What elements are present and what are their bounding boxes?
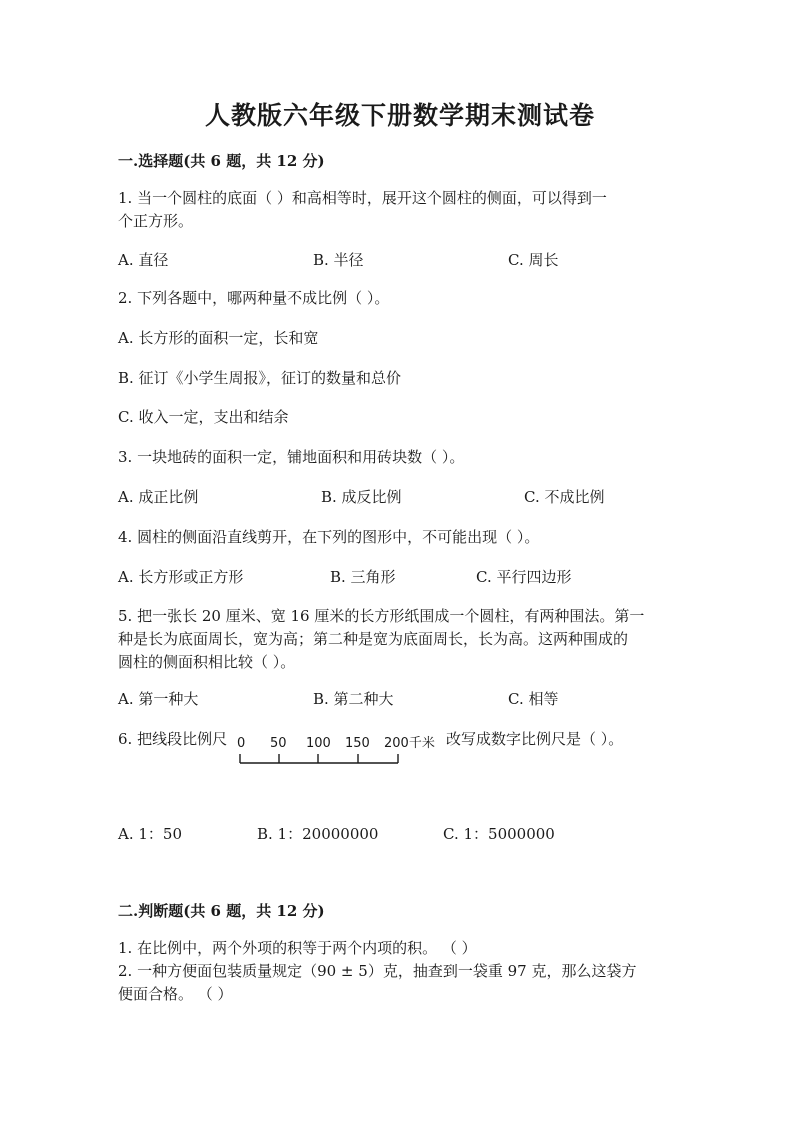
scale-tick-label: 0: [237, 736, 246, 751]
scale-tick-label: 100: [306, 736, 331, 751]
line-segment-scale: [236, 733, 446, 767]
question-1-line-2: 个正方形。: [118, 212, 194, 230]
question-3-option-b: B. 成反比例: [321, 488, 402, 506]
question-6-option-a: A. 1：50: [118, 825, 182, 843]
question-6-suffix: 改写成数字比例尺是（ ）。: [446, 730, 624, 748]
question-3-option-c: C. 不成比例: [524, 488, 605, 506]
section-heading-judgment: 二.判断题(共 6 题，共 12 分): [118, 902, 325, 920]
question-2: 2. 下列各题中，哪两种量不成比例（ ）。: [118, 289, 390, 307]
question-6-option-b: B. 1：20000000: [257, 825, 379, 843]
question-6-option-c: C. 1：5000000: [443, 825, 555, 843]
scale-tick-label: 50: [270, 736, 287, 751]
scale-tick-label: 200千米: [384, 736, 435, 751]
section-heading-choice: 一.选择题(共 6 题，共 12 分): [118, 152, 325, 170]
question-3-option-a: A. 成正比例: [118, 488, 199, 506]
question-4: 4. 圆柱的侧面沿直线剪开，在下列的图形中，不可能出现（ ）。: [118, 528, 540, 546]
question-2-option-a: A. 长方形的面积一定，长和宽: [118, 329, 319, 347]
question-1-line-1: 1. 当一个圆柱的底面（ ）和高相等时，展开这个圆柱的侧面，可以得到一: [118, 189, 607, 207]
question-3: 3. 一块地砖的面积一定，铺地面积和用砖块数（ ）。: [118, 448, 465, 466]
question-6-prefix: 6. 把线段比例尺: [118, 730, 228, 748]
question-1-option-a: A. 直径: [118, 251, 169, 269]
question-5-line-3: 圆柱的侧面积相比较（ ）。: [118, 653, 296, 671]
page-title: 人教版六年级下册数学期末测试卷: [204, 101, 595, 130]
question-2-option-c: C. 收入一定，支出和结余: [118, 408, 289, 426]
question-1-option-c: C. 周长: [508, 251, 559, 269]
question-5-line-1: 5. 把一张长 20 厘米、宽 16 厘米的长方形纸围成一个圆柱，有两种围法。第一: [118, 607, 645, 625]
question-4-option-b: B. 三角形: [330, 568, 396, 586]
judgment-question-2-line-2: 便面合格。 （ ）: [118, 985, 233, 1003]
question-5-line-2: 种是长为底面周长，宽为高；第二种是宽为底面周长，长为高。这两种围成的: [118, 630, 629, 648]
question-4-option-a: A. 长方形或正方形: [118, 568, 244, 586]
question-1-option-b: B. 半径: [313, 251, 364, 269]
scale-tick-label: 150: [345, 736, 370, 751]
question-5-option-a: A. 第一种大: [118, 690, 199, 708]
judgment-question-2-line-1: 2. 一种方便面包装质量规定（90 ± 5）克，抽查到一袋重 97 克，那么这袋方: [118, 962, 637, 980]
question-5-option-b: B. 第二种大: [313, 690, 394, 708]
question-5-option-c: C. 相等: [508, 690, 559, 708]
question-4-option-c: C. 平行四边形: [476, 568, 572, 586]
judgment-question-1: 1. 在比例中，两个外项的积等于两个内项的积。 （ ）: [118, 939, 477, 957]
question-2-option-b: B. 征订《小学生周报》，征订的数量和总价: [118, 369, 402, 387]
